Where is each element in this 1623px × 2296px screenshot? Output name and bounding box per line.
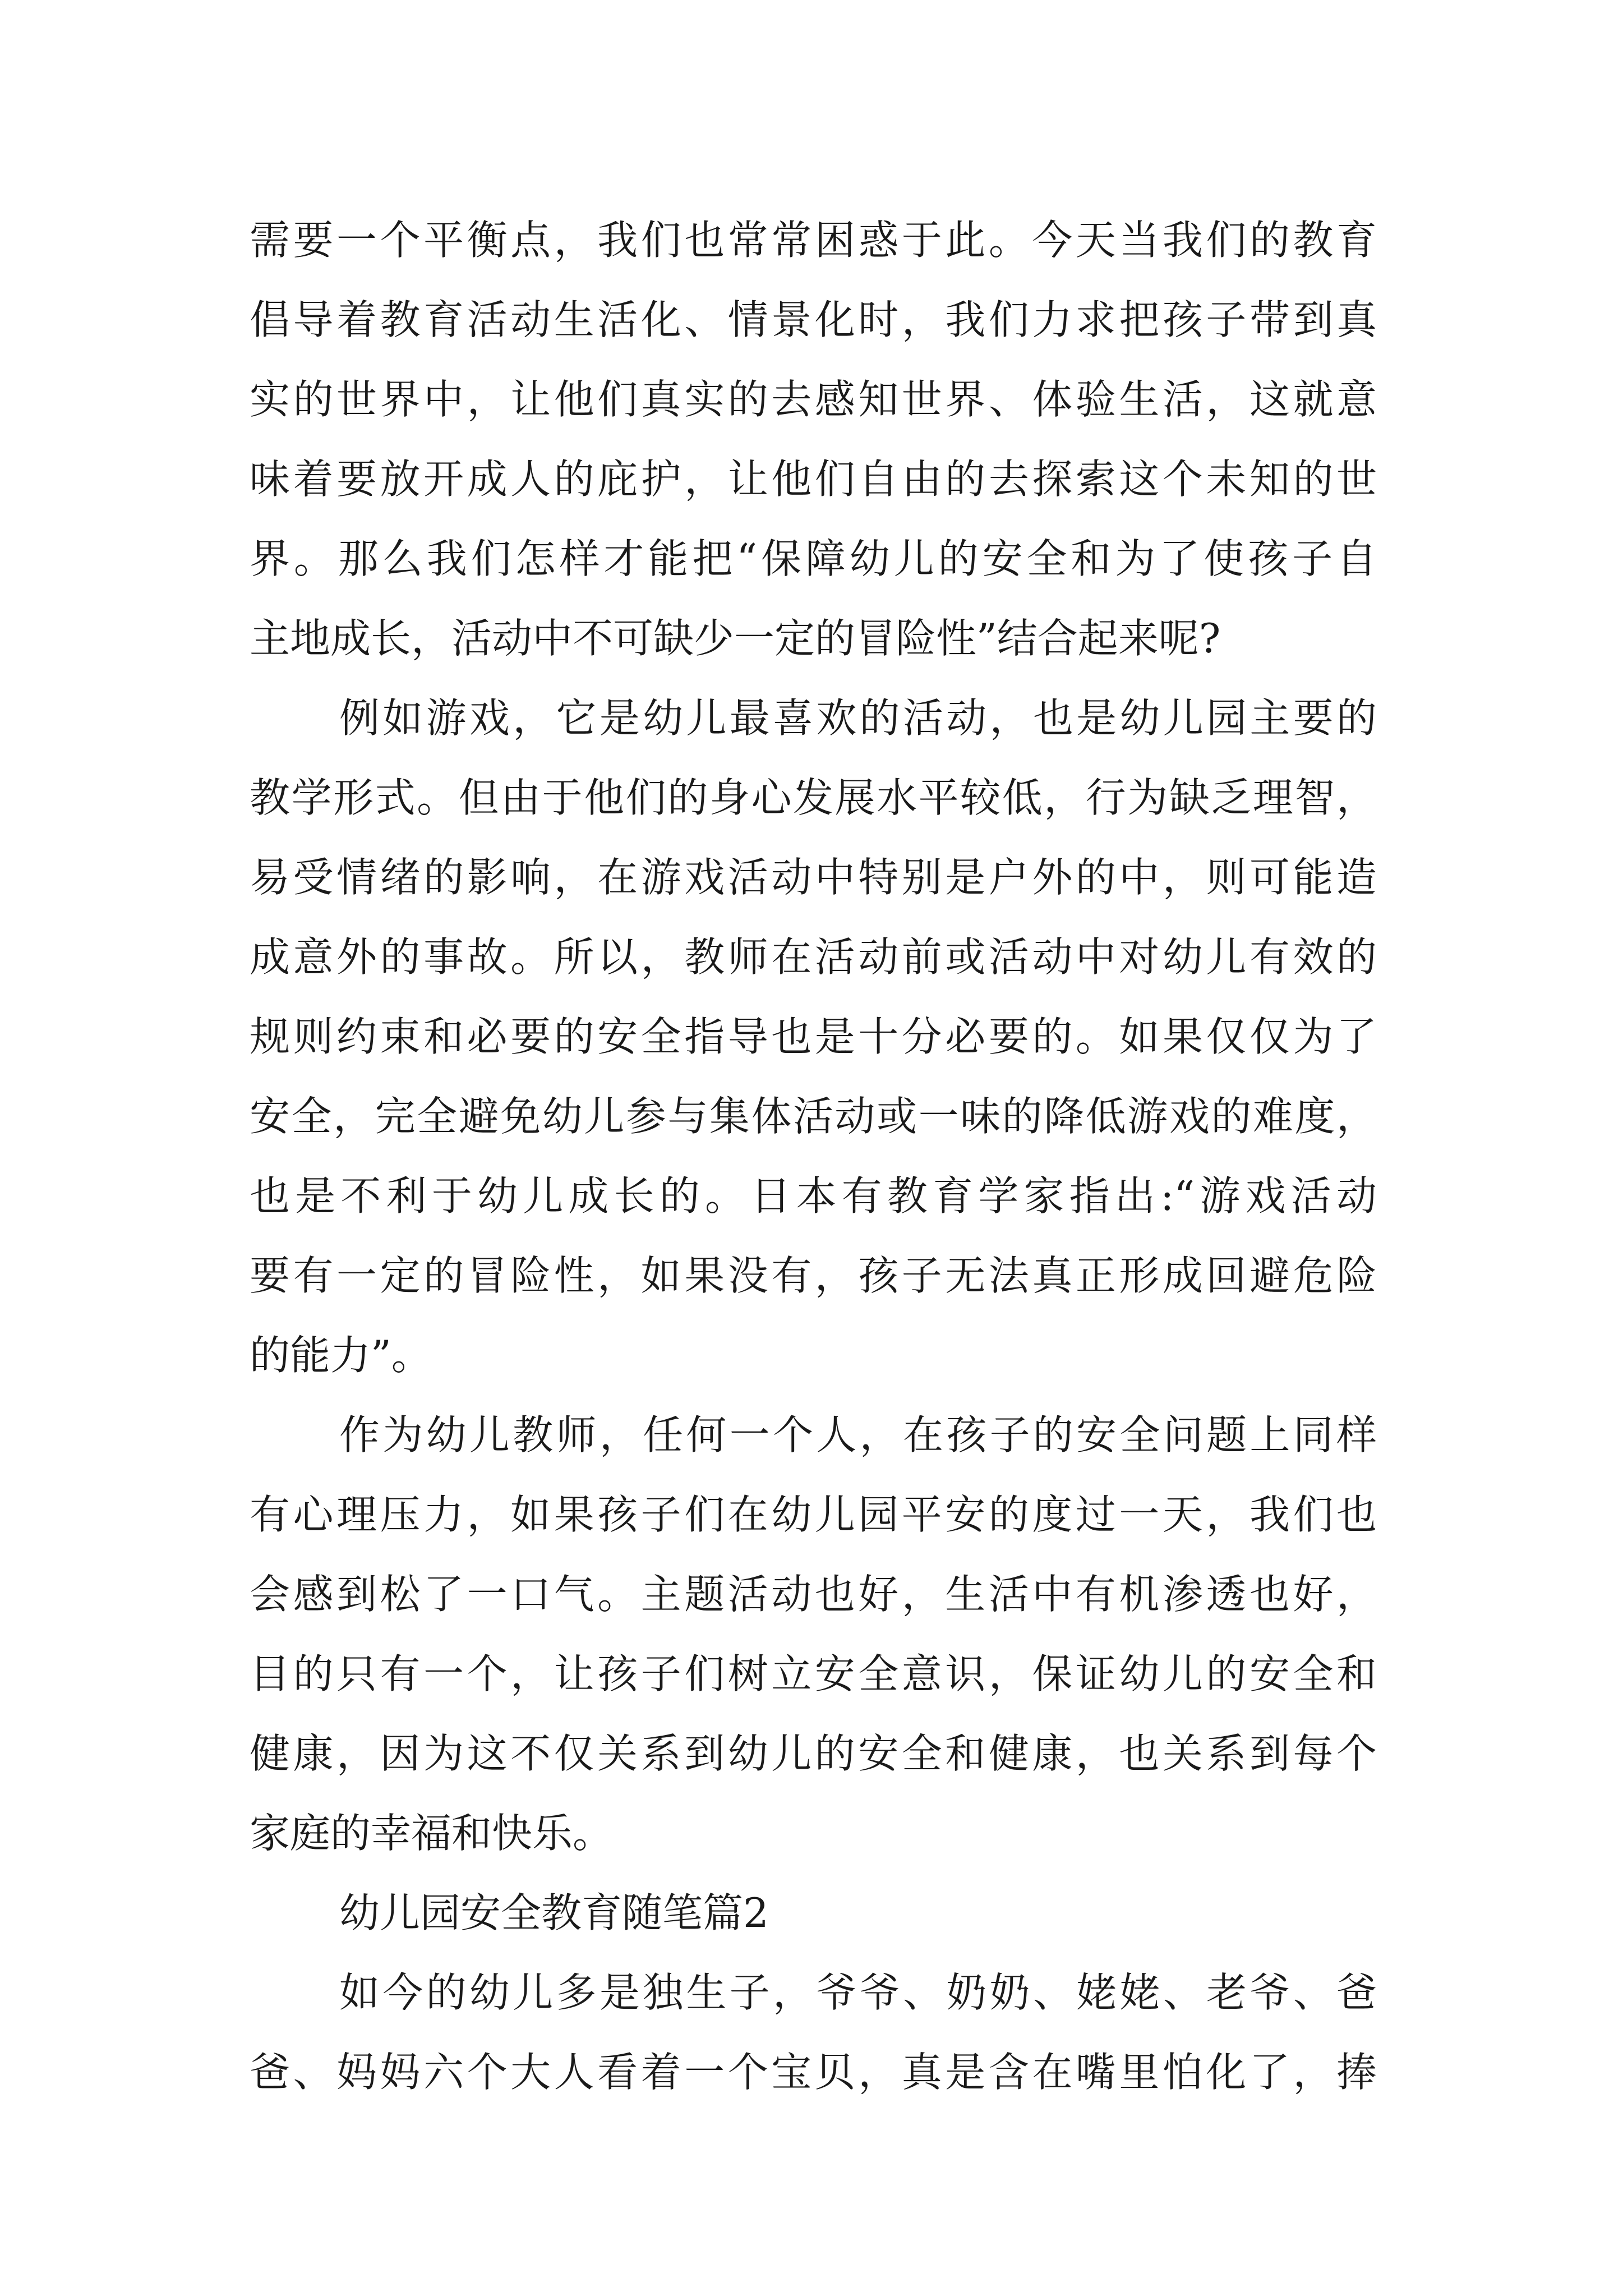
text-line: 易受情绪的影响，在游戏活动中特别是户外的中，则可能造	[250, 854, 1377, 901]
text-line: 会感到松了一口气。主题活动也好，生活中有机渗透也好，	[250, 1571, 1377, 1618]
document-page	[250, 200, 1377, 2112]
text-line: 成意外的事故。所以，教师在活动前或活动中对幼儿有效的	[250, 933, 1377, 981]
text-line: 实的世界中，让他们真实的去感知世界、体验生活，这就意	[250, 376, 1377, 423]
text-line: 也是不利于幼儿成长的。日本有教育学家指出:“游戏活动	[250, 1172, 1377, 1220]
text-line: 作为幼儿教师，任何一个人，在孩子的安全问题上同样	[339, 1411, 1377, 1458]
text-line: 规则约束和必要的安全指导也是十分必要的。如果仅仅为了	[250, 1013, 1377, 1060]
paragraph-teacher	[250, 1395, 1377, 1873]
text-line: 的能力”。	[250, 1332, 432, 1379]
text-line: 味着要放开成人的庇护，让他们自由的去探索这个未知的世	[250, 455, 1377, 503]
text-line: 爸、妈妈六个大人看着一个宝贝，真是含在嘴里怕化了，捧	[250, 2049, 1377, 2096]
text-line: 有心理压力，如果孩子们在幼儿园平安的度过一天，我们也	[250, 1491, 1377, 1538]
text-line: 如今的幼儿多是独生子，爷爷、奶奶、姥姥、老爷、爸	[339, 1969, 1377, 2016]
text-line: 例如游戏，它是幼儿最喜欢的活动，也是幼儿园主要的	[339, 694, 1377, 742]
text-line: 健康，因为这不仅关系到幼儿的安全和健康，也关系到每个	[250, 1730, 1377, 1777]
text-line: 安全，完全避免幼儿参与集体活动或一味的降低游戏的难度，	[250, 1093, 1377, 1140]
text-line: 教学形式。但由于他们的身心发展水平较低，行为缺乏理智，	[250, 774, 1377, 821]
text-line: 要有一定的冒险性，如果没有，孩子无法真正形成回避危险	[250, 1252, 1377, 1299]
text-line: 界。那么我们怎样才能把“保障幼儿的安全和为了使孩子自	[250, 535, 1377, 582]
text-line: 家庭的幸福和快乐。	[250, 1810, 614, 1857]
text-line: 需要一个平衡点，我们也常常困惑于此。今天当我们的教育	[250, 217, 1377, 264]
paragraph-only-child	[250, 1953, 1377, 2112]
section-heading	[250, 1873, 1377, 1953]
heading-text: 幼儿园安全教育随笔篇2	[339, 1889, 769, 1936]
text-line: 主地成长，活动中不可缺少一定的冒险性”结合起来呢?	[250, 615, 1221, 662]
paragraph-game	[250, 678, 1377, 1395]
text-line: 倡导着教育活动生活化、情景化时，我们力求把孩子带到真	[250, 296, 1377, 343]
paragraph-continued	[250, 200, 1377, 678]
text-line: 目的只有一个，让孩子们树立安全意识，保证幼儿的安全和	[250, 1650, 1377, 1697]
